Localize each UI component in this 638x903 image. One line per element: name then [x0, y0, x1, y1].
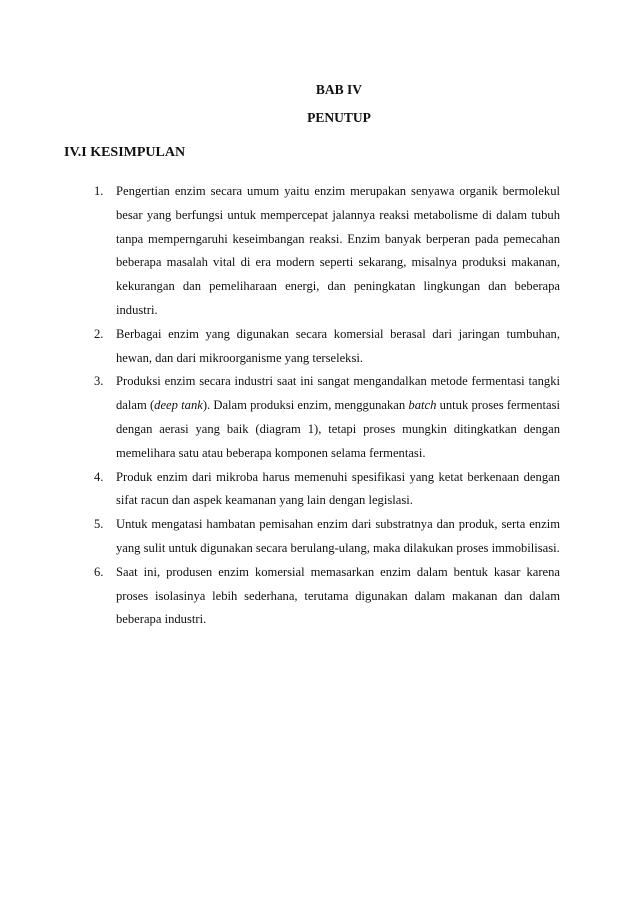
conclusion-item-5	[94, 513, 560, 561]
conclusion-text: Pengertian enzim secara umum yaitu enzim merupakan senyawa organik bermolekul besar yang berfungsi untuk mempercepat jalannya reaksi metabolisme di dalam tubuh tanpa memperngaruhi keseimbangan reaksi. Enzim banyak berperan pada pemecahan beberapa masalah vital di era modern seperti sekarang, misalnya produksi makanan, kekurangan dan pemeliharaan energi, dan peningkatan lingkungan dan beberapa industri.	[116, 184, 560, 317]
chapter-title: PENUTUP	[307, 110, 371, 125]
italic-term: batch	[408, 398, 437, 413]
text-segment: untuk proses fermentasi dengan aerasi yang baik (diagram 1), tetapi proses mungkin ditingkatkan dengan memelihara satu atau beberapa komponen selama fermentasi.	[116, 398, 560, 460]
conclusion-text: Untuk mengatasi hambatan pemisahan enzim dari substratnya dan produk, serta enzim yang sulit untuk digunakan secara berulang-ulang, maka dilakukan proses immobilisasi.	[116, 517, 560, 555]
chapter-label: BAB IV	[315, 82, 363, 97]
text-segment: ). Dalam produksi enzim, menggunakan	[202, 398, 409, 413]
conclusion-list	[94, 180, 560, 632]
conclusion-item-4	[94, 466, 560, 514]
list-number: 2.	[94, 326, 104, 341]
list-number: 5.	[94, 517, 104, 532]
list-number: 3.	[94, 374, 104, 389]
conclusion-item-6	[94, 561, 560, 632]
conclusion-text: Saat ini, produsen enzim komersial memasarkan enzim dalam bentuk kasar karena proses isolasinya lebih sederhana, terutama digunakan dalam makanan dan dalam beberapa industri.	[116, 564, 560, 627]
conclusion-text: Berbagai enzim yang digunakan secara komersial berasal dari jaringan tumbuhan, hewan, dan dari mikroorganisme yang terseleksi.	[116, 326, 560, 365]
conclusion-item-1	[94, 180, 560, 323]
text-segment: Produksi enzim secara industri saat ini sangat mengandalkan metode fermentasi tangki dalam (	[116, 374, 560, 413]
conclusion-item-2	[94, 323, 560, 371]
list-number: 4.	[94, 469, 104, 484]
conclusion-text: Produk enzim dari mikroba harus memenuhi spesifikasi yang ketat berkenaan dengan sifat racun dan aspek keamanan yang lain dengan legislasi.	[116, 469, 560, 508]
conclusion-item-3	[94, 370, 560, 465]
conclusion-text	[116, 374, 560, 459]
list-number: 6.	[94, 564, 104, 579]
list-number: 1.	[94, 184, 104, 198]
italic-term: deep tank	[154, 398, 203, 413]
section-heading: IV.I KESIMPULAN	[64, 145, 186, 160]
